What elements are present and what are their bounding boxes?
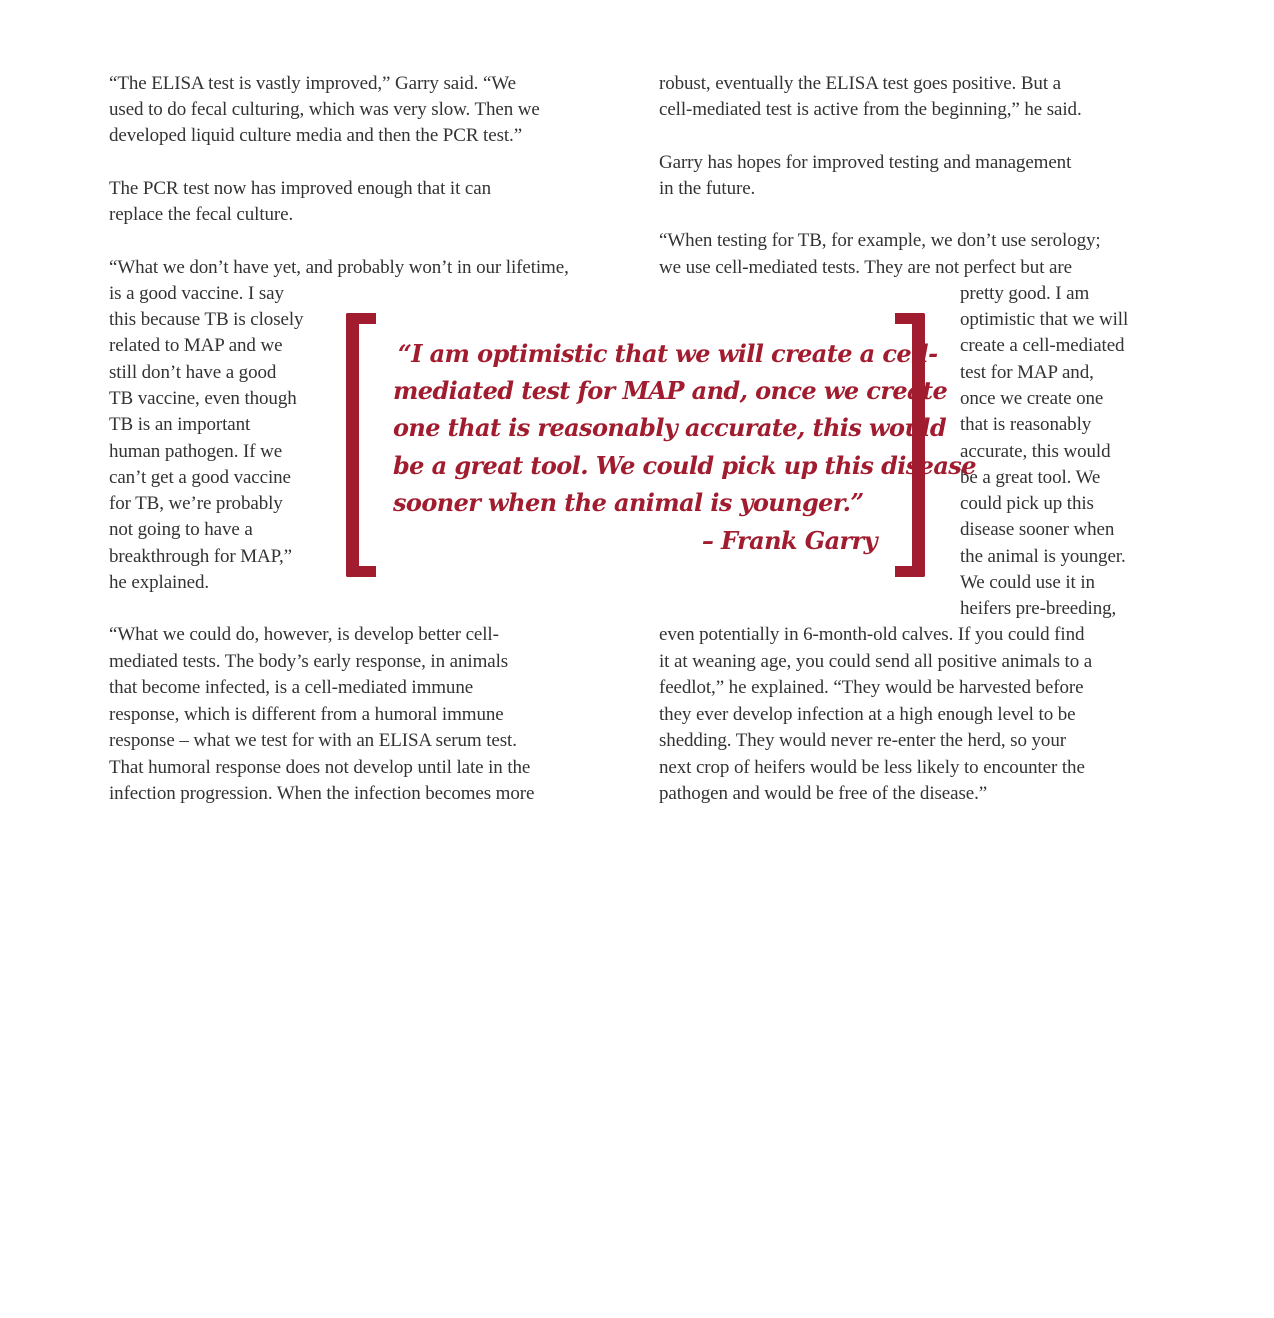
- text-line: still don’t have a good: [109, 362, 277, 383]
- text-line: “What we don’t have yet, and probably won’t in our lifetime,: [109, 257, 569, 278]
- text-line: test for MAP and,: [960, 362, 1094, 383]
- text-line: breakthrough for MAP,”: [109, 546, 293, 567]
- text-line: heifers pre-breeding,: [960, 598, 1117, 619]
- text-line: next crop of heifers would be less likely to encounter the: [659, 757, 1085, 778]
- quote-attribution: – Frank Garry: [701, 526, 877, 555]
- text-line: That humoral response does not develop until late in the: [109, 757, 531, 778]
- text-line: human pathogen. If we: [109, 441, 283, 462]
- quote-line: sooner when the animal is younger.”: [393, 488, 864, 517]
- text-line: not going to have a: [109, 519, 253, 540]
- text-line: they ever develop infection at a high enough level to be: [659, 704, 1076, 725]
- text-line: shedding. They would never re-enter the herd, so your: [659, 730, 1066, 751]
- quote-line: mediated test for MAP and, once we create: [393, 376, 948, 405]
- text-line: cell-mediated test is active from the beginning,” he said.: [659, 99, 1082, 120]
- text-line: that is reasonably: [960, 414, 1092, 435]
- text-line: this because TB is closely: [109, 309, 304, 330]
- text-line: pathogen and would be free of the disease.”: [659, 783, 988, 804]
- text-line: replace the fecal culture.: [109, 204, 294, 225]
- text-line: infection progression. When the infection becomes more: [109, 783, 535, 804]
- text-line: be a great tool. We: [960, 467, 1101, 488]
- text-line: Garry has hopes for improved testing and management: [659, 152, 1072, 173]
- text-line: disease sooner when: [960, 519, 1115, 540]
- text-line: create a cell-mediated: [960, 335, 1125, 356]
- text-line: can’t get a good vaccine: [109, 467, 291, 488]
- text-line: developed liquid culture media and then the PCR test.”: [109, 125, 523, 146]
- text-line: in the future.: [659, 178, 756, 199]
- text-line: “The ELISA test is vastly improved,” Garry said. “We: [109, 73, 516, 94]
- left-bracket-decoration: [346, 313, 376, 577]
- text-line: could pick up this: [960, 493, 1094, 514]
- quote-line: one that is reasonably accurate, this would: [393, 413, 947, 442]
- text-line: once we create one: [960, 388, 1104, 409]
- text-line: the animal is younger.: [960, 546, 1126, 567]
- text-line: used to do fecal culturing, which was very slow. Then we: [109, 99, 540, 120]
- text-line: pretty good. I am: [960, 283, 1090, 304]
- text-line: “What we could do, however, is develop better cell-: [109, 624, 499, 645]
- text-line: response – what we test for with an ELISA serum test.: [109, 730, 517, 751]
- text-line: for TB, we’re probably: [109, 493, 283, 514]
- text-line: optimistic that we will: [960, 309, 1129, 330]
- text-line: related to MAP and we: [109, 335, 283, 356]
- text-line: robust, eventually the ELISA test goes positive. But a: [659, 73, 1061, 94]
- text-line: accurate, this would: [960, 441, 1111, 462]
- text-line: it at weaning age, you could send all positive animals to a: [659, 651, 1093, 672]
- text-line: “When testing for TB, for example, we don’t use serology;: [659, 230, 1101, 251]
- text-line: TB vaccine, even though: [109, 388, 297, 409]
- text-line: is a good vaccine. I say: [109, 283, 284, 304]
- text-line: feedlot,” he explained. “They would be harvested before: [659, 677, 1084, 698]
- text-line: TB is an important: [109, 414, 251, 435]
- text-line: The PCR test now has improved enough that it can: [109, 178, 492, 199]
- text-line: we use cell-mediated tests. They are not perfect but are: [659, 257, 1072, 278]
- text-line: even potentially in 6-month-old calves. If you could find: [659, 624, 1085, 645]
- text-line: that become infected, is a cell-mediated immune: [109, 677, 474, 698]
- quote-line: “I am optimistic that we will create a cell-: [398, 339, 938, 368]
- text-line: response, which is different from a humoral immune: [109, 704, 504, 725]
- text-line: mediated tests. The body’s early response, in animals: [109, 651, 509, 672]
- quote-line: be a great tool. We could pick up this disease: [393, 451, 976, 480]
- text-line: he explained.: [109, 572, 209, 593]
- text-line: We could use it in: [960, 572, 1095, 593]
